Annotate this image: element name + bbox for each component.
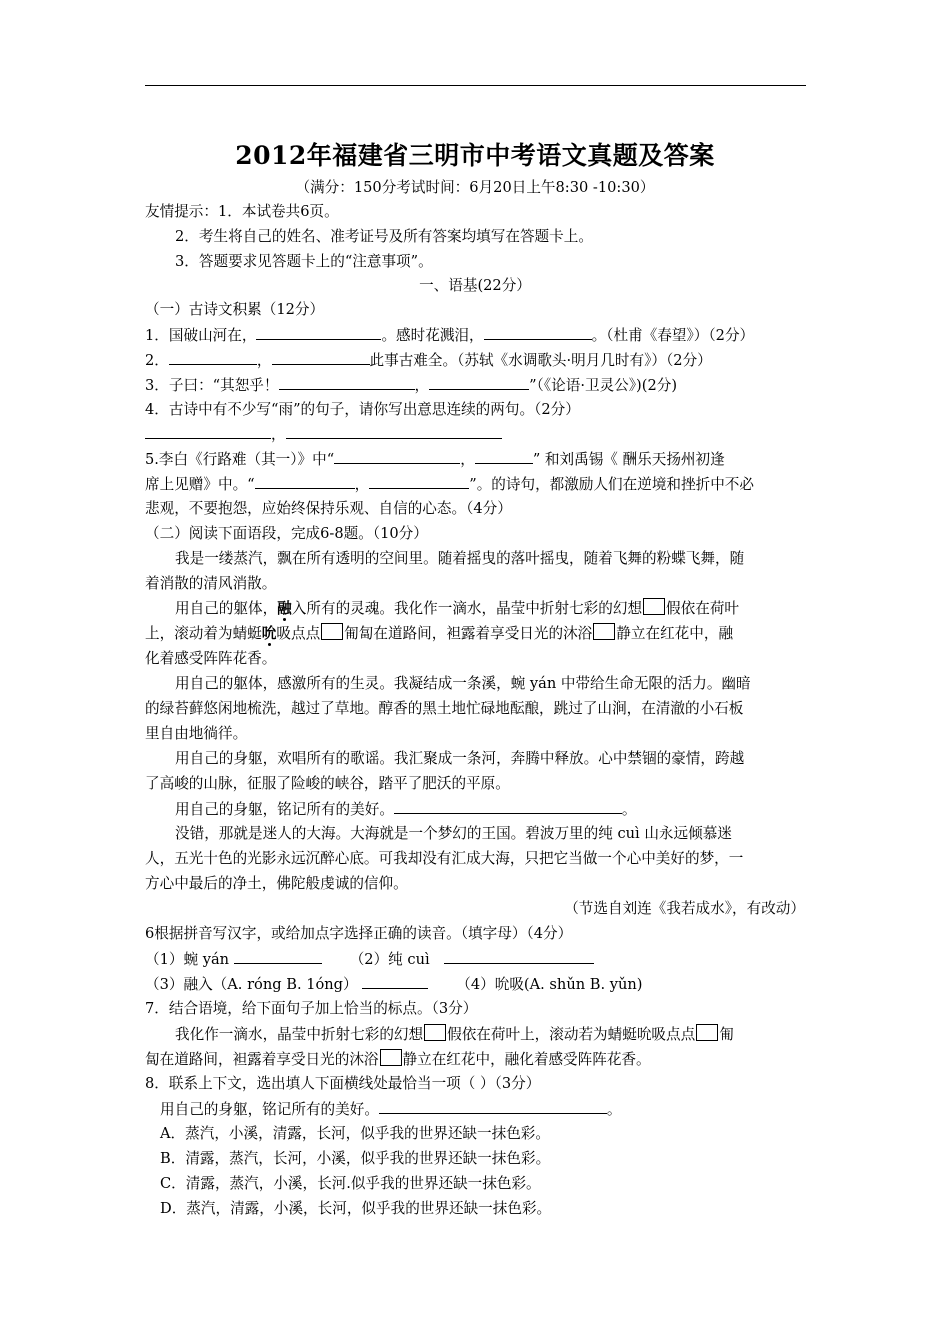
passage-p6-line-3: 方心中最后的净土，佛陀般虔诚的信仰。 [145, 875, 408, 892]
q4-blank-1[interactable] [145, 424, 271, 439]
option-d[interactable]: D．蒸汽，清露，小溪，长河，似乎我的世界还缺一抹色彩。 [160, 1200, 552, 1217]
q3-text-c: ”（《论语·卫灵公》)(2分) [529, 377, 678, 394]
q5-blank-4[interactable] [369, 474, 469, 489]
part2-heading: （二）阅读下面语段，完成6-8题。（10分） [145, 525, 428, 542]
q6-item-1: （1）蜿 yán [145, 951, 230, 968]
passage-text: 假依在荷叶 [666, 600, 740, 617]
question-1 [145, 325, 810, 346]
q5-text-2b: ， [354, 476, 370, 493]
q1-text-a: 1．国破山河在， [145, 327, 257, 344]
question-4-answer [145, 424, 810, 445]
passage-text: 入所有的灵魂。我化作一滴水，晶莹中折射七彩的幻想 [291, 600, 643, 617]
q4-blank-2[interactable] [286, 424, 502, 439]
q3-text-b: ， [414, 377, 430, 394]
q3-blank-1[interactable] [279, 375, 415, 390]
q6-blank-2[interactable] [444, 949, 594, 964]
passage-p4-line-2: 了高峻的山脉，征服了险峻的峡谷，踏平了肥沃的平原。 [145, 775, 510, 792]
q2-blank-1[interactable] [169, 350, 257, 365]
question-7-line-1 [175, 1024, 840, 1045]
passage-text: 用自己的身躯，铭记所有的美好。 [175, 801, 394, 818]
punctuation-box-1[interactable] [643, 598, 665, 615]
q6-blank-3[interactable] [362, 974, 428, 989]
punctuation-box-2[interactable] [321, 623, 343, 640]
q7-text: 匐在道路间，袒露着享受日光的沐浴 [145, 1051, 379, 1068]
q1-blank-2[interactable] [484, 325, 592, 340]
q7-box-2[interactable] [696, 1024, 718, 1041]
passage-p6-line-1: 没错，那就是迷人的大海。大海就是一个梦幻的王国。碧波万里的纯 cuì 山永远倾慕迷 [175, 825, 732, 842]
q6-item-2: （2）纯 cuì [349, 951, 430, 968]
passage-text: 。 [621, 801, 637, 818]
q2-blank-2[interactable] [272, 350, 370, 365]
q7-text: 我化作一滴水，晶莹中折射七彩的幻想 [175, 1026, 424, 1043]
question-5-line-2 [145, 474, 810, 495]
q6-blank-1[interactable] [234, 949, 322, 964]
passage-p2-line-1 [175, 598, 840, 619]
q5-blank-1[interactable] [334, 449, 460, 464]
question-6-stem: 6根据拼音写汉字，或给加点字选择正确的读音。（填字母）（4分） [145, 925, 573, 942]
question-3 [145, 375, 810, 396]
q2-text-a: 2． [145, 352, 169, 369]
q5-text-1b: ， [460, 451, 475, 468]
passage-text: 静立在红花中，融 [616, 625, 734, 642]
passage-p6-line-2: 人，五光十色的光影永远沉醉心底。可我却没有汇成大海，只把它当做一个心中美好的梦，一 [145, 850, 744, 867]
passage-p4-line-1: 用自己的身躯，欢唱所有的歌谣。我汇聚成一条河，奔腾中释放。心中禁锢的豪情，跨越 [175, 750, 745, 767]
option-b[interactable]: B．清露，蒸汽，长河，小溪，似乎我的世界还缺一抹色彩。 [160, 1150, 551, 1167]
exam-meta: （满分：150分考试时间：6月20日上午8:30 -10:30） [295, 179, 655, 196]
q8-blank[interactable] [379, 1099, 607, 1114]
dotted-char-shun: 吮 [261, 625, 277, 642]
q7-text: 匍 [719, 1026, 734, 1043]
tip-1: 友情提示：1．本试卷共6页。 [145, 203, 339, 220]
question-7-stem: 7．结合语境，给下面句子加上恰当的标点。（3分） [145, 1000, 478, 1017]
q7-text: 假依在荷叶上，滚动若为蜻蜓吮吸点点 [447, 1026, 696, 1043]
q1-text-b: 。感时花溅泪， [381, 327, 484, 344]
q6-item-4: （4）吮吸(A. shǔn B. yǔn) [456, 976, 643, 993]
q7-box-3[interactable] [380, 1049, 402, 1066]
passage-text: 吸点点 [276, 625, 321, 642]
q8-text: 用自己的身躯，铭记所有的美好。 [160, 1101, 379, 1118]
q5-blank-2[interactable] [475, 449, 533, 464]
passage-text: 用自己的躯体， [175, 600, 278, 617]
option-c[interactable]: C．清露，蒸汽，小溪，长河.似乎我的世界还缺一抹色彩。 [160, 1175, 541, 1192]
q7-box-1[interactable] [424, 1024, 446, 1041]
question-5-line-1 [145, 449, 810, 470]
passage-p1-line-2: 着消散的清风消散。 [145, 575, 277, 592]
q2-text-b: ， [256, 352, 272, 369]
passage-text: 上，滚动着为蜻蜓 [145, 625, 262, 642]
passage-blank[interactable] [394, 799, 622, 814]
question-6-row-1 [145, 949, 810, 970]
q5-text-2a: 席上见赠》中。“ [145, 476, 255, 493]
passage-p3-line-2: 的绿苔藓悠闲地梳洗，越过了草地。醇香的黑土地忙碌地酝酿，跳过了山涧，在清澈的小石板 [145, 700, 744, 717]
q4-text-b: ， [271, 426, 286, 443]
passage-p2-line-2 [145, 623, 810, 644]
question-6-row-2 [145, 974, 810, 995]
section-heading: 一、语基(22分） [419, 277, 531, 294]
tip-3: 3．答题要求见答题卡上的“注意事项”。 [175, 253, 433, 270]
part1-heading: （一）古诗文积累（12分） [145, 301, 325, 318]
passage-text: 匍匐在道路间，袒露着享受日光的沐浴 [344, 625, 593, 642]
q7-text: 静立在红花中，融化着感受阵阵花香。 [402, 1051, 651, 1068]
q1-text-c: 。（杜甫《春望》）（2分） [591, 327, 755, 344]
q8-text: 。 [606, 1101, 622, 1118]
q2-text-c: 此事古难全。（苏轼《水调歌头·明月几时有》）（2分） [369, 352, 712, 369]
passage-p3-line-3: 里自由地徜徉。 [145, 725, 248, 742]
header-rule [145, 85, 806, 86]
question-8-line [160, 1099, 825, 1120]
question-7-line-2 [145, 1049, 810, 1070]
passage-p3-line-1: 用自己的躯体，感激所有的生灵。我凝结成一条溪，蜿 yán 中带给生命无限的活力。幽暗 [175, 675, 751, 692]
question-8-stem: 8．联系上下文，选出填人下面横线处最恰当一项（ ）（3分） [145, 1075, 541, 1092]
punctuation-box-3[interactable] [593, 623, 615, 640]
q5-blank-3[interactable] [255, 474, 355, 489]
option-a[interactable]: A．蒸汽，小溪，清露，长河，似乎我的世界还缺一抹色彩。 [160, 1125, 550, 1142]
q3-text-a: 3．子曰：“其恕乎！ [145, 377, 279, 394]
q5-text-1c: ” 和刘禹锡《 酬乐天扬州初逢 [532, 451, 725, 468]
q6-item-3: （3）融入（A. róng B. 1óng） [145, 976, 358, 993]
q5-text-1a: 5.李白《行路难（其一）》中“ [145, 451, 335, 468]
question-4-stem: 4．古诗中有不少写“雨”的句子，请你写出意思连续的两句。（2分） [145, 401, 580, 418]
passage-p1-line-1: 我是一缕蒸汽，飘在所有透明的空间里。随着摇曳的落叶摇曳，随着飞舞的粉蝶飞舞，随 [175, 550, 745, 567]
passage-p5 [175, 799, 840, 820]
tip-2: 2．考生将自己的姓名、准考证号及所有答案均填写在答题卡上。 [175, 228, 593, 245]
page-title: 2012年福建省三明市中考语文真题及答案 [235, 141, 715, 170]
passage-p2-line-3: 化着感受阵阵花香。 [145, 650, 277, 667]
dotted-char-rong: 融 [277, 600, 292, 617]
passage-source: （节选自刘连《我若成水》，有改动） [564, 900, 805, 917]
question-2 [145, 350, 810, 371]
question-5-line-3: 悲观，不要抱怨，应始终保持乐观、自信的心态。（4分） [145, 500, 512, 517]
q5-text-2c: ”。的诗句，都激励人们在逆境和挫折中不必 [469, 476, 754, 493]
q3-blank-2[interactable] [429, 375, 529, 390]
q1-blank-1[interactable] [256, 325, 381, 340]
